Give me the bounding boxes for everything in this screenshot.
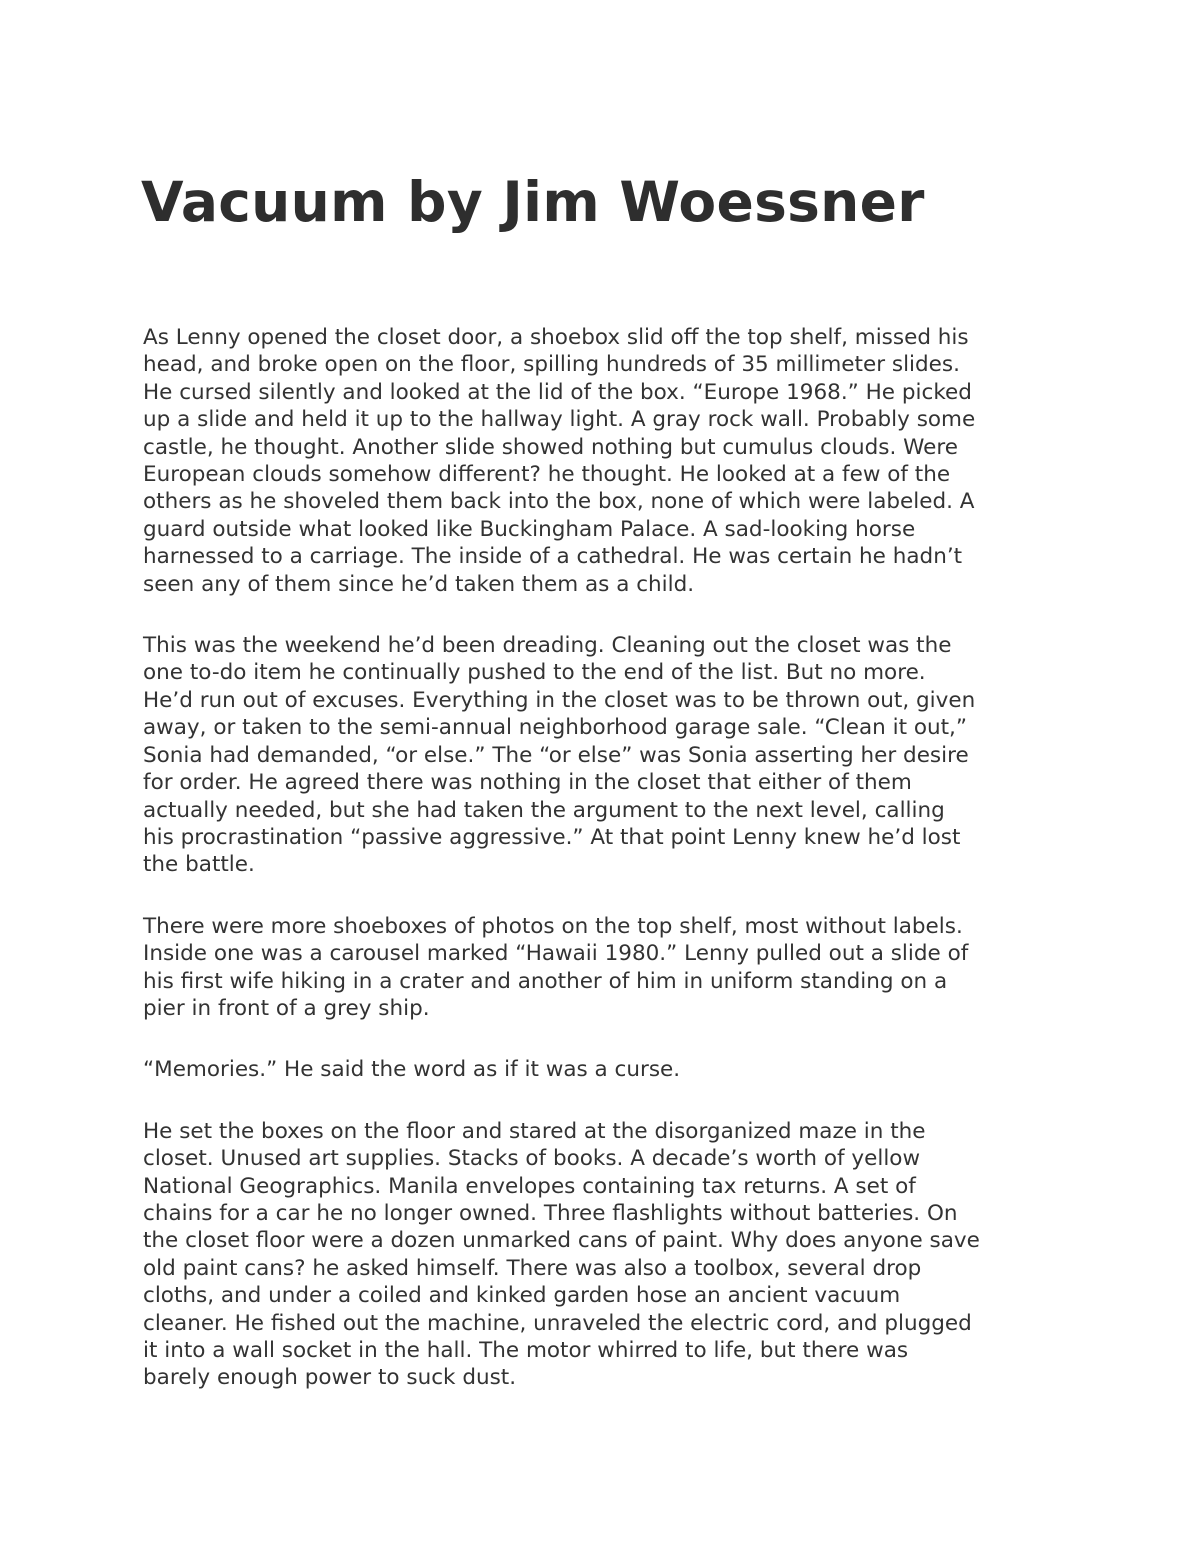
text-line: the battle. [143, 852, 255, 878]
text-line: There were more shoeboxes of photos on the top shelf, most without labels. [143, 913, 963, 939]
text-line: the closet floor were a dozen unmarked cans of paint. Why does anyone save [143, 1228, 980, 1254]
text-line: guard outside what looked like Buckingham Palace. A sad-looking horse [143, 516, 916, 542]
text-line: seen any of them since he’d taken them as a child. [143, 571, 695, 597]
text-line: chains for a car he no longer owned. Three flashlights without batteries. On [143, 1200, 958, 1226]
text-line: his first wife hiking in a crater and another of him in uniform standing on a [143, 968, 948, 994]
text-line: European clouds somehow different? he thought. He looked at a few of the [143, 462, 951, 488]
paragraph [143, 632, 1103, 879]
text-line: old paint cans? he asked himself. There was also a toolbox, several drop [143, 1255, 922, 1281]
text-line: cloths, and under a coiled and kinked garden hose an ancient vacuum [143, 1283, 901, 1309]
text-line: “Memories.” He said the word as if it was a curse. [143, 1057, 681, 1083]
text-line: actually needed, but she had taken the argument to the next level, calling [143, 797, 945, 823]
text-line: barely enough power to suck dust. [143, 1365, 517, 1391]
text-line: castle, he thought. Another slide showed nothing but cumulus clouds. Were [143, 434, 958, 460]
paragraph [143, 913, 1103, 1023]
text-line: pier in front of a grey ship. [143, 995, 430, 1021]
text-line: his procrastination “passive aggressive.” At that point Lenny knew he’d lost [143, 824, 961, 850]
text-line: National Geographics. Manila envelopes containing tax returns. A set of [143, 1173, 916, 1199]
text-line: This was the weekend he’d been dreading. Cleaning out the closet was the [143, 633, 952, 659]
text-line: He set the boxes on the floor and stared at the disorganized maze in the [143, 1118, 926, 1144]
paragraph [143, 1056, 1103, 1083]
text-line: others as he shoveled them back into the box, none of which were labeled. A [143, 489, 975, 515]
text-line: He’d run out of excuses. Everything in the closet was to be thrown out, given [143, 687, 976, 713]
text-line: harnessed to a carriage. The inside of a cathedral. He was certain he hadn’t [143, 544, 963, 570]
paragraph [143, 324, 1103, 598]
text-line: one to-do item he continually pushed to the end of the list. But no more. [143, 660, 926, 686]
text-line: Inside one was a carousel marked “Hawaii 1980.” Lenny pulled out a slide of [143, 941, 969, 967]
text-line: up a slide and held it up to the hallway light. A gray rock wall. Probably some [143, 407, 976, 433]
text-line: it into a wall socket in the hall. The motor whirred to life, but there was [143, 1338, 909, 1363]
text-line: He cursed silently and looked at the lid of the box. “Europe 1968.” He picked [143, 379, 972, 405]
document-body [143, 324, 1103, 1426]
text-line: away, or taken to the semi-annual neighborhood garage sale. “Clean it out,” [143, 715, 968, 741]
document-title: Vacuum by Jim Woessner [141, 170, 925, 234]
paragraph [143, 1118, 1103, 1392]
text-line: Sonia had demanded, “or else.” The “or else” was Sonia asserting her desire [143, 742, 969, 768]
text-line: for order. He agreed there was nothing in the closet that either of them [143, 770, 912, 796]
text-line: As Lenny opened the closet door, a shoebox slid off the top shelf, missed his [143, 325, 969, 350]
text-line: head, and broke open on the floor, spilling hundreds of 35 millimeter slides. [143, 352, 960, 378]
text-line: cleaner. He fished out the machine, unraveled the electric cord, and plugged [143, 1310, 972, 1336]
text-line: closet. Unused art supplies. Stacks of books. A decade’s worth of yellow [143, 1146, 921, 1172]
